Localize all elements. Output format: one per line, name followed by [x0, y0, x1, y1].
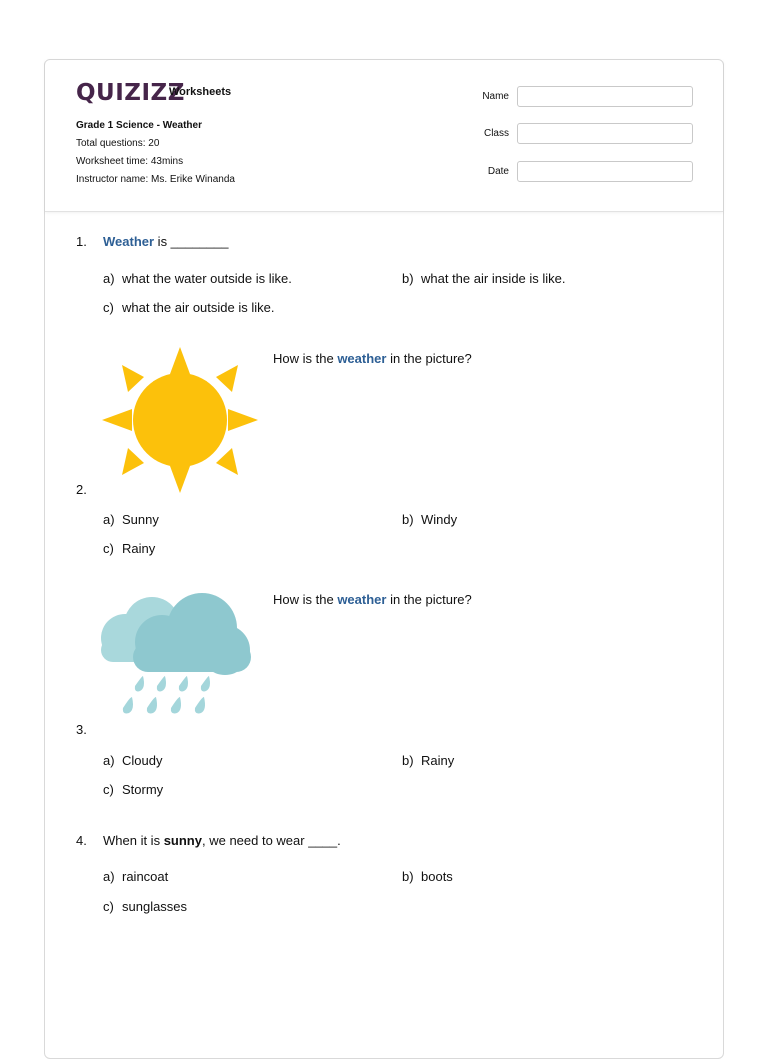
question-text-rest: is ________ — [154, 234, 229, 249]
worksheet-title: Grade 1 Science - Weather — [76, 120, 202, 131]
name-field[interactable] — [517, 86, 693, 107]
total-questions: Total questions: 20 — [76, 138, 160, 149]
question-keyword: Weather — [103, 234, 155, 249]
question-text — [103, 234, 229, 249]
date-field[interactable] — [517, 161, 693, 182]
option-c[interactable]: c) sunglasses — [103, 899, 188, 914]
date-label: Date — [487, 166, 509, 177]
option-c[interactable]: c) Stormy — [103, 782, 164, 797]
option-b[interactable]: b) boots — [402, 869, 453, 884]
rain-cloud-icon — [97, 590, 257, 720]
question-number: 1. — [76, 234, 87, 249]
class-label: Class — [483, 128, 509, 139]
option-b[interactable]: b) Windy — [402, 512, 458, 527]
option-a[interactable]: a) raincoat — [103, 869, 169, 884]
sun-icon — [97, 344, 263, 496]
question-keyword: weather — [337, 351, 387, 366]
option-a[interactable]: a) Sunny — [103, 512, 159, 527]
question-number: 3. — [76, 722, 87, 737]
worksheet-time: Worksheet time: 43mins — [76, 156, 184, 167]
question-keyword: sunny — [163, 833, 202, 848]
question-keyword: weather — [337, 592, 387, 607]
question-text: How is the weather in the picture? — [273, 351, 472, 366]
option-c[interactable]: c) Rainy — [103, 541, 156, 556]
option-b[interactable]: b) Rainy — [402, 753, 455, 768]
worksheet-header — [45, 60, 723, 212]
question-text: How is the weather in the picture? — [273, 592, 472, 607]
question-number: 2. — [76, 482, 87, 497]
worksheet-card — [44, 59, 724, 1059]
option-b[interactable]: b) what the air inside is like. — [402, 271, 566, 286]
class-field[interactable] — [517, 123, 693, 144]
question-text: When it is sunny, we need to wear ____. — [103, 833, 341, 848]
instructor-name: Instructor name: Ms. Erike Winanda — [76, 174, 235, 185]
option-a[interactable]: a) what the water outside is like. — [103, 271, 292, 286]
question-number: 4. — [76, 833, 87, 848]
option-c[interactable]: c) what the air outside is like. — [103, 300, 275, 315]
option-a[interactable]: a) Cloudy — [103, 753, 163, 768]
logo-subtitle: Worksheets — [169, 86, 232, 98]
quizizz-logo: QUIZIZZ — [76, 80, 185, 106]
name-label: Name — [482, 91, 509, 102]
